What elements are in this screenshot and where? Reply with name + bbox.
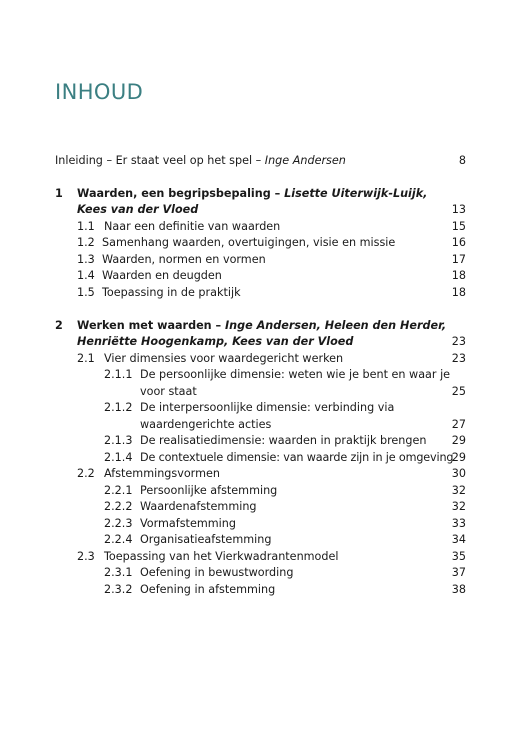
toc-entry-text: Inleiding – Er staat veel op het spel –: [55, 154, 265, 167]
toc-section-1-3[interactable]: [0, 252, 523, 268]
section-title: Afstemmingsvormen: [104, 467, 220, 480]
toc-subsection-2-1-2[interactable]: [0, 400, 523, 416]
toc-subsection-2-3-2[interactable]: [0, 582, 523, 598]
toc-page-number: 32: [451, 484, 466, 497]
subsection-number: 2.2.2: [104, 500, 133, 513]
toc-section-2-1[interactable]: [0, 351, 523, 367]
section-title: Vier dimensies voor waardegericht werken: [104, 352, 344, 365]
toc-subsection-2-2-2[interactable]: [0, 499, 523, 515]
chapter-author: Kees van der Vloed: [77, 203, 199, 216]
subsection-title: Oefening in bewustwording: [140, 566, 294, 579]
chapter-title: [77, 318, 446, 334]
toc-chapter-2[interactable]: [0, 318, 523, 334]
toc-page-number: 18: [451, 269, 466, 282]
toc-page-number: 27: [451, 418, 466, 431]
toc-page-number: 29: [451, 434, 466, 447]
toc-subsection-2-2-4[interactable]: [0, 532, 523, 548]
chapter-author: Henriëtte Hoogenkamp, Kees van der Vloed: [77, 335, 354, 348]
toc-page-number: 18: [451, 286, 466, 299]
section-title: Samenhang waarden, overtuigingen, visie en missie: [102, 236, 396, 249]
section-title: Waarden, normen en vormen: [102, 253, 266, 266]
section-title: Toepassing in de praktijk: [102, 286, 241, 299]
section-number: 1.1: [77, 220, 95, 233]
toc-section-1-1[interactable]: [0, 219, 523, 235]
chapter-author: Inge Andersen, Heleen den Herder,: [225, 319, 447, 332]
section-number: 1.3: [77, 253, 95, 266]
subsection-number: 2.3.2: [104, 583, 133, 596]
subsection-number: 2.2.1: [104, 484, 133, 497]
subsection-number: 2.1.4: [104, 451, 133, 464]
subsection-title: Persoonlijke afstemming: [140, 484, 278, 497]
section-title: Waarden en deugden: [102, 269, 222, 282]
toc-page-number: 15: [451, 220, 466, 233]
subsection-number: 2.2.3: [104, 517, 133, 530]
subsection-title: De interpersoonlijke dimensie: verbinding via: [140, 401, 395, 414]
chapter-title-text: Werken met waarden –: [77, 319, 226, 332]
toc-page-number: 32: [451, 500, 466, 513]
section-number: 1.5: [77, 286, 95, 299]
section-number: 2.3: [77, 550, 95, 563]
toc-subsection-2-1-1[interactable]: [0, 367, 523, 383]
section-number: 1.4: [77, 269, 95, 282]
toc-entry-author: Inge Andersen: [264, 154, 346, 167]
subsection-number: 2.1.2: [104, 401, 133, 414]
subsection-number: 2.2.4: [104, 533, 133, 546]
toc-subsection-2-1-4[interactable]: [0, 450, 523, 466]
toc-chapter-1-cont[interactable]: [0, 202, 523, 218]
toc-entry-title: [55, 153, 346, 169]
toc-page-number: 29: [451, 451, 466, 464]
toc-chapter-1[interactable]: [0, 186, 523, 202]
subsection-title: Waardenafstemming: [140, 500, 257, 513]
toc-subsection-2-2-3[interactable]: [0, 516, 523, 532]
toc-page-number: 23: [451, 352, 466, 365]
chapter-number: 2: [55, 319, 63, 332]
toc-section-1-4[interactable]: [0, 268, 523, 284]
toc-page-number: 25: [451, 385, 466, 398]
section-number: 1.2: [77, 236, 95, 249]
subsection-title: De realisatiedimensie: waarden in praktijk brengen: [140, 434, 427, 447]
subsection-title: Organisatieafstemming: [140, 533, 272, 546]
toc-section-2-3[interactable]: [0, 549, 523, 565]
chapter-title-text: Waarden, een begripsbepaling –: [77, 187, 285, 200]
toc-chapter-2-cont[interactable]: [0, 334, 523, 350]
section-number: 2.2: [77, 467, 95, 480]
section-number: 2.1: [77, 352, 95, 365]
toc-page-number: 23: [451, 335, 466, 348]
toc-page-number: 34: [451, 533, 466, 546]
subsection-title: waardengerichte acties: [140, 418, 272, 431]
page-title: INHOUD: [55, 80, 144, 104]
toc-section-1-5[interactable]: [0, 285, 523, 301]
subsection-title: De persoonlijke dimensie: weten wie je bent en waar je: [140, 368, 451, 381]
toc-page-number: 35: [451, 550, 466, 563]
toc-page-number: 30: [451, 467, 466, 480]
toc-subsection-2-2-1[interactable]: [0, 483, 523, 499]
subsection-title: Vormafstemming: [140, 517, 236, 530]
toc-entry-inleiding[interactable]: [0, 153, 523, 169]
toc-section-2-2[interactable]: [0, 466, 523, 482]
toc-page-number: 37: [451, 566, 466, 579]
subsection-title: voor staat: [140, 385, 197, 398]
subsection-title: Oefening in afstemming: [140, 583, 276, 596]
subsection-number: 2.3.1: [104, 566, 133, 579]
chapter-author: Lisette Uiterwijk-Luijk,: [284, 187, 428, 200]
toc-subsection-2-1-3[interactable]: [0, 433, 523, 449]
subsection-number: 2.1.1: [104, 368, 133, 381]
toc-subsection-2-1-1-cont[interactable]: [0, 384, 523, 400]
toc-section-1-2[interactable]: [0, 235, 523, 251]
chapter-number: 1: [55, 187, 63, 200]
toc-subsection-2-1-2-cont[interactable]: [0, 417, 523, 433]
subsection-number: 2.1.3: [104, 434, 133, 447]
section-title: Naar een definitie van waarden: [104, 220, 281, 233]
toc-page-number: 33: [451, 517, 466, 530]
toc-page-number: 8: [458, 154, 466, 167]
toc-subsection-2-3-1[interactable]: [0, 565, 523, 581]
chapter-title: [77, 186, 427, 202]
subsection-title: De contextuele dimensie: van waarde zijn in je omgeving: [140, 451, 454, 464]
toc-page-number: 17: [451, 253, 466, 266]
section-title: Toepassing van het Vierkwadrantenmodel: [104, 550, 339, 563]
toc-page-number: 13: [451, 203, 466, 216]
toc-page-number: 38: [451, 583, 466, 596]
toc-page-number: 16: [451, 236, 466, 249]
